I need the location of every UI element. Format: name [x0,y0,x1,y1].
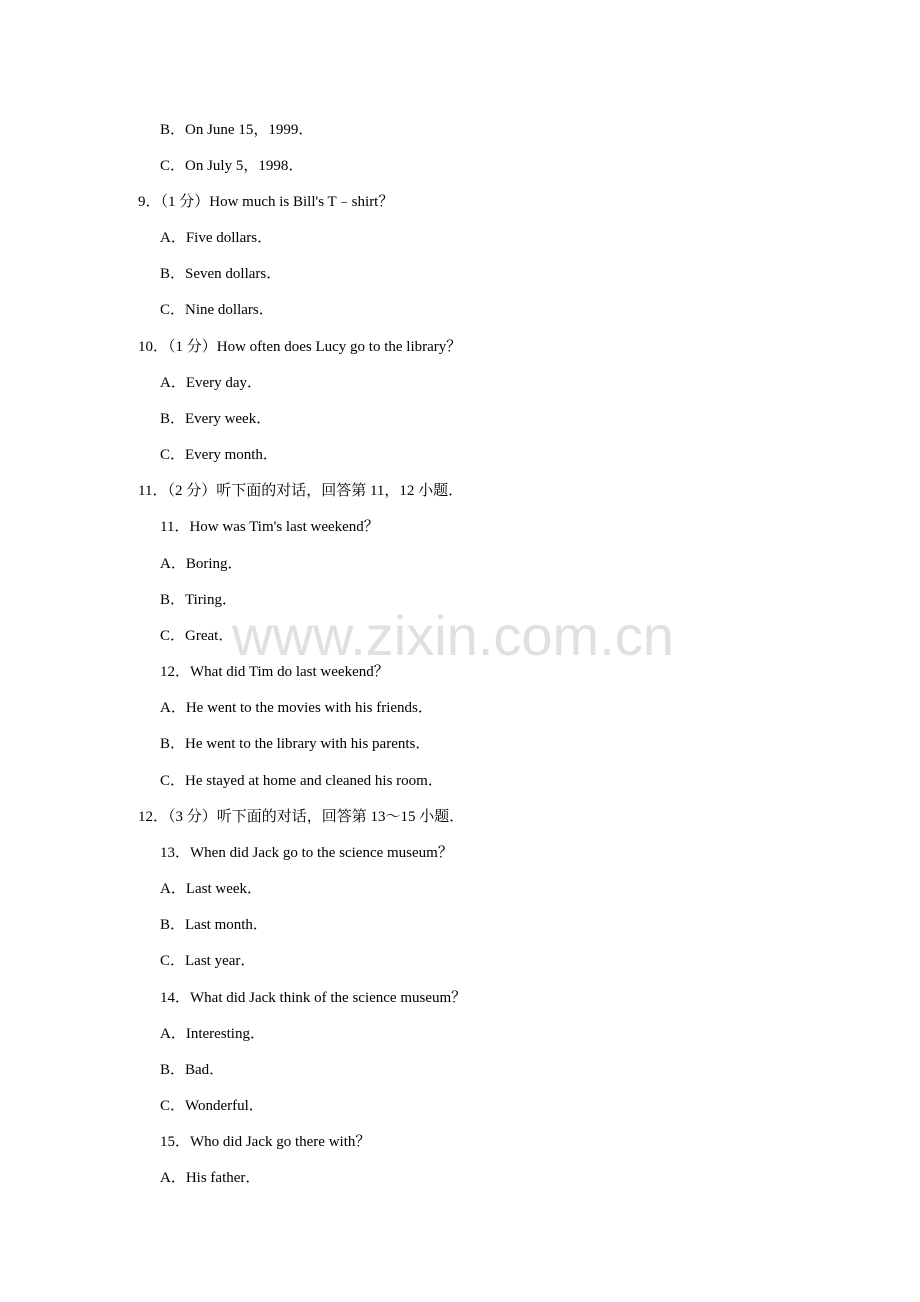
option-c-sq12: C．He stayed at home and cleaned his room． [160,773,443,789]
subquestion-12: 12．What did Tim do last weekend？ [160,664,389,680]
option-c-q10: C．Every month． [160,447,278,463]
subquestion-14: 14．What did Jack think of the science museum？ [160,990,467,1006]
option-b-q9: B．Seven dollars． [160,266,282,282]
option-a-sq13: A．Last week． [160,881,263,897]
question-12: 12．（3 分）听下面的对话，回答第 13～15 小题． [138,809,465,825]
option-a-q10: A．Every day． [160,375,263,391]
option-a-sq12: A．He went to the movies with his friends． [160,700,433,716]
option-b-q8: B．On June 15，1999． [160,122,314,138]
option-c-sq14: C．Wonderful． [160,1098,264,1114]
option-c-q8: C．On July 5，1998． [160,158,304,174]
option-b-sq14: B．Bad． [160,1062,225,1078]
subquestion-13: 13．When did Jack go to the science museum？ [160,845,453,861]
option-b-sq11: B．Tiring． [160,592,237,608]
option-a-sq14: A．Interesting． [160,1026,265,1042]
option-c-sq13: C．Last year． [160,953,256,969]
option-b-q10: B．Every week． [160,411,272,427]
watermark: www.zixin.com.cn [232,604,674,667]
subquestion-11: 11．How was Tim's last weekend？ [160,519,379,535]
option-c-sq11: C．Great． [160,628,234,644]
option-a-sq11: A．Boring． [160,556,243,572]
question-9: 9．（1 分）How much is Bill's T﹣shirt？ [138,194,394,210]
option-c-q9: C．Nine dollars． [160,302,274,318]
subquestion-15: 15．Who did Jack go there with？ [160,1134,371,1150]
question-11: 11．（2 分）听下面的对话，回答第 11，12 小题． [138,483,464,499]
option-a-sq15: A．His father． [160,1170,261,1186]
option-b-sq13: B．Last month． [160,917,268,933]
option-b-sq12: B．He went to the library with his parents． [160,736,431,752]
option-a-q9: A．Five dollars． [160,230,273,246]
question-10: 10．（1 分）How often does Lucy go to the library？ [138,339,462,355]
